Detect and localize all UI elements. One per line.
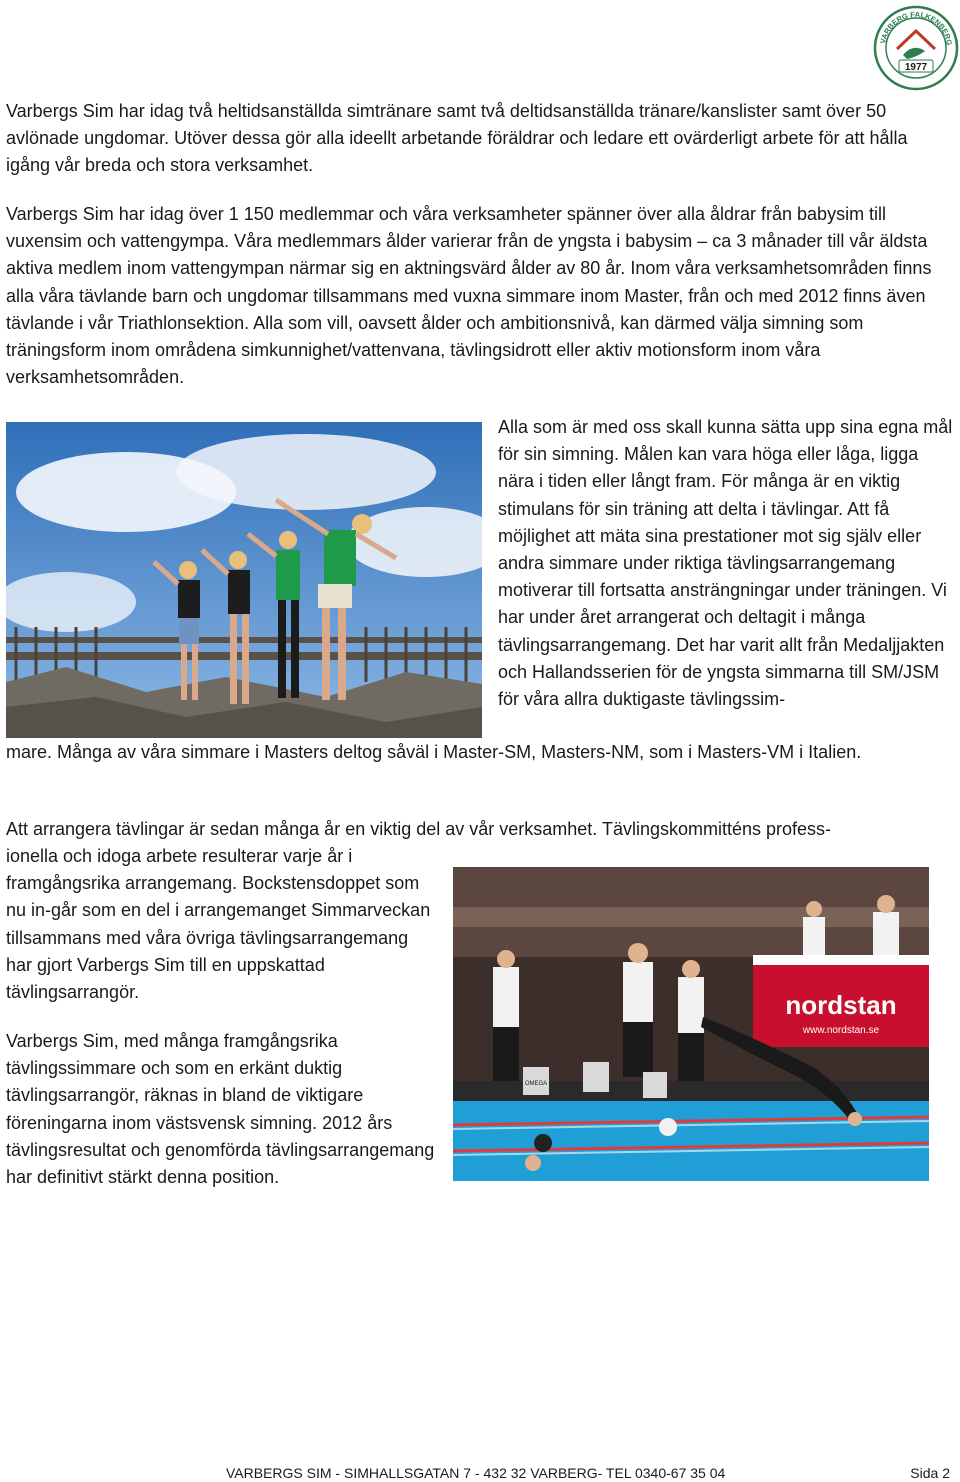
- page-number: Sida 2: [910, 1465, 950, 1481]
- competitions-paragraph: Att arrangera tävlingar är sedan många år en viktig del av vår verksamhet. Tävlingskommitténs profess-: [6, 819, 832, 839]
- banner-text: nordstan: [785, 990, 897, 1020]
- page-footer: [0, 1464, 960, 1482]
- logo-ring-text: VARBERG FALKENBERG: [878, 9, 954, 46]
- block-label: OMEGA: [524, 1081, 548, 1087]
- logo-year: 1977: [904, 62, 928, 73]
- members-paragraph: Varbergs Sim har idag över 1 150 medlemmar och våra verksamheter spänner över alla åldrar från babysim till vuxensim och vattengympa. Våra medlemmars ålder varierar från de yngsta i babysim – ca 3 månader till vår äldsta aktiva medlem inom vattengympan närmar sig en aktningsvärd ålder av 80 år. Inom våra verksamhetsområden finns alla våra tävlande barn och ungdomar tillsammans med vuxna simmare inom Master, från och med 2012 finns även tävlande i vår Triathlonsektion. Alla som vill, oavsett ålder och ambitionsnivå, kan därmed välja simning som träningsform inom områdena simkunnighet/vattenvana, tävlingsidrott eller aktiv motionsform inom våra verksamhetsområden.: [6, 204, 932, 388]
- intro-paragraph: Varbergs Sim har idag två heltidsanställda simtränare samt två deltidsanställda tränare/kanslister samt över 50 avlönade ungdomar. Utöver dessa gör alla ideellt arbetande föräldrar och ledare ett ovärderligt arbete för att hålla igång vår breda och stora verksamhet.: [6, 101, 908, 176]
- goals-paragraph: Alla som är med oss skall kunna sätta upp sina egna mål för sin simning. Målen kan vara höga eller låga, ligga nära i tiden eller långt fram. För många är en viktig stimulans för sin träning att delta i tävlingar. Att få möjlighet att mäta sina prestationer mot sig själv eller andra simmare under riktiga tävlingsarrangemang motiverar till fortsatta ansträngningar under träningen. Vi har under året arrangerat och deltagit i många tävlingsarrangemang. Det har varit allt från Medaljjakten och Hallandsserien för de yngsta simmarna till SM/JSM för våra allra duktigaste tävlingssim-: [498, 417, 953, 710]
- girls-on-rocks-photo: [6, 422, 482, 738]
- footer-address: VARBERGS SIM - SIMHALLSGATAN 7 - 432 32 VARBERG- TEL 0340-67 35 04: [226, 1465, 726, 1481]
- competitions-paragraph-continued: ionella och idoga arbete resulterar varje år i framgångsrika arrangemang. Bockstensdoppet som nu in-går som en del i arrangemanget Simmarveckan tillsammans med våra övriga tävlingsarrangemang har gjort Varbergs Sim till en uppskattad tävlingsarrangör.: [6, 846, 431, 1003]
- goals-paragraph-continued: mare. Många av våra simmare i Masters deltog såväl i Master-SM, Masters-NM, som i Masters-VM i Italien.: [6, 742, 862, 762]
- club-logo: [873, 5, 959, 91]
- swim-competition-photo: [453, 867, 929, 1181]
- banner-url: www.nordstan.se: [802, 1025, 880, 1036]
- position-paragraph: Varbergs Sim, med många framgångsrika tävlingssimmare och som en erkänt duktig tävlingsarrangör, räknas in bland de viktigare föreningarna inom västsvensk simning. 2012 års tävlingsresultat och genomförda tävlingsarrangemang har definitivt stärkt denna position.: [6, 1031, 435, 1188]
